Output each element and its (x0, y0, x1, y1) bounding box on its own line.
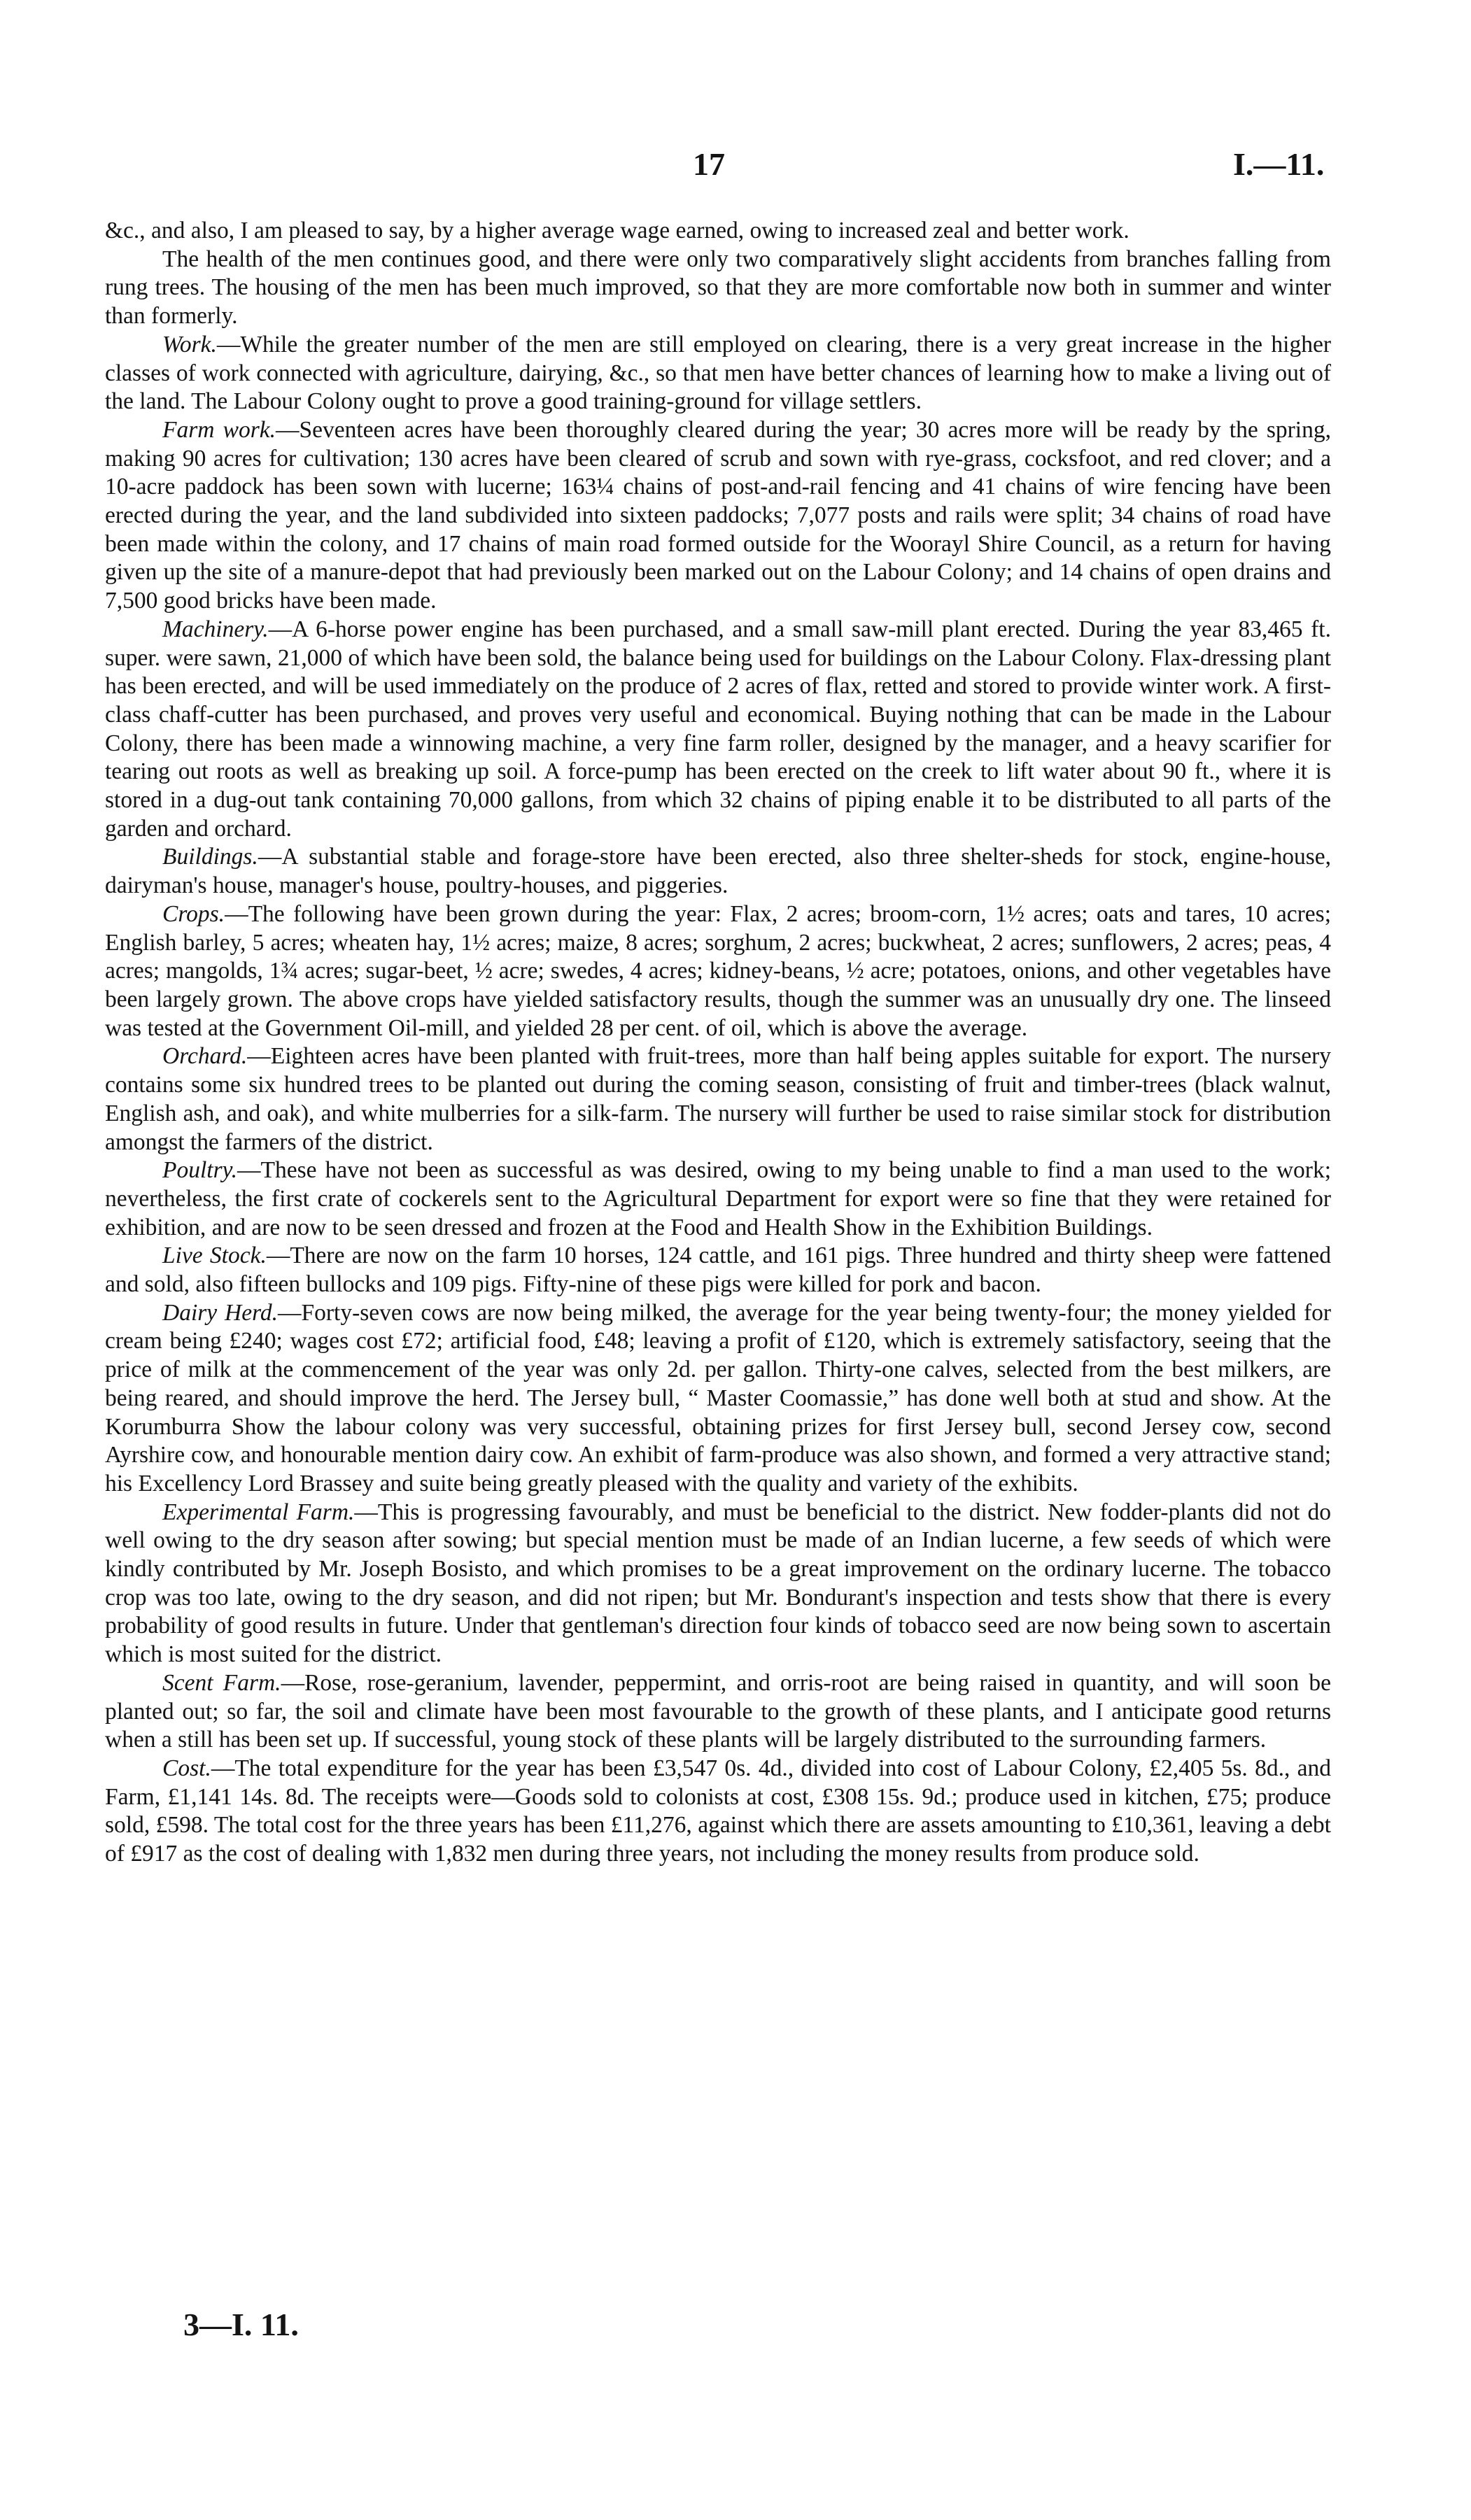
report-body (105, 217, 1331, 1869)
paragraph-text: &c., and also, I am pleased to say, by a higher average wage earned, owing to increased zeal and better work. (105, 218, 1129, 243)
paragraph (105, 331, 1331, 416)
page-reference: I.—11. (1233, 146, 1325, 182)
paragraph (105, 843, 1331, 900)
paragraph-heading: Buildings. (162, 844, 258, 870)
paragraph-text: —Eighteen acres have been planted with fruit-trees, more than half being apples suitable for export. The nursery contains some six hundred trees to be planted out during the coming season, consisting of fruit and timber-trees (black walnut, English ash, and oak), and white mulberries for a silk-farm. The nursery will further be used to raise similar stock for distribution amongst the farmers of the district. (105, 1043, 1331, 1155)
paragraph (105, 1242, 1331, 1298)
paragraph-text: —A substantial stable and forage-store have been erected, also three shelter-sheds for stock, engine-house, dairyman's house, manager's house, poultry-houses, and piggeries. (105, 844, 1331, 899)
paragraph (105, 1669, 1331, 1755)
paragraph (105, 1042, 1331, 1156)
paragraph (105, 616, 1331, 844)
paragraph-text: —This is progressing favourably, and must be beneficial to the district. New fodder-plants did not do well owing to the dry season after sowing; but special mention must be made of an Indian lucerne, a few seeds of which were kindly contributed by Mr. Joseph Bosisto, and which promises to be a great improvement on the ordinary lucerne. The tobacco crop was too late, owing to the dry season, and did not ripen; but Mr. Bondurant's inspection and tests show that there is every probability of good results in future. Under that gentleman's direction four kinds of tobacco seed are now being sown to ascertain which is most suited for the district. (105, 1499, 1331, 1668)
paragraph (105, 1299, 1331, 1499)
paragraph-heading: Live Stock. (162, 1243, 267, 1269)
paragraph-heading: Crops. (162, 900, 225, 927)
paragraph-text: —Seventeen acres have been thoroughly cleared during the year; 30 acres more will be ready by the spring, making 90 acres for cultivation; 130 acres have been cleared of scrub and sown with rye-grass, cocksfoot, and red clover; and a 10-acre paddock has been sown with lucerne; 163¼ chains of post-and-rail fencing and 41 chains of wire fencing have been erected during the year, and the land subdivided into sixteen paddocks; 7,077 posts and rails were split; 34 chains of road have been made within the colony, and 17 chains of main road formed outside for the Woorayl Shire Council, as a return for having given up the site of a manure-depot that had previously been marked out on the Labour Colony; and 14 chains of open drains and 7,500 good bricks have been made. (105, 416, 1331, 614)
paragraph-heading: Dairy Herd. (162, 1299, 279, 1326)
paragraph-text: —Rose, rose-geranium, lavender, peppermint, and orris-root are being raised in quantity, and will soon be planted out; so far, the soil and climate have been most favourable to the growth of these plants, and I anticipate good returns when a still has been set up. If successful, young stock of these plants will be largely distributed to the surrounding farmers. (105, 1669, 1331, 1753)
paragraph-heading: Scent Farm. (162, 1669, 281, 1696)
paragraph-text: —There are now on the farm 10 horses, 124 cattle, and 161 pigs. Three hundred and thirty sheep were fattened and sold, also fifteen bullocks and 109 pigs. Fifty-nine of these pigs were killed for pork and bacon. (105, 1243, 1331, 1298)
paragraph-heading: Experimental Farm. (162, 1499, 355, 1525)
paragraph-text: —While the greater number of the men are still employed on clearing, there is a very great increase in the higher classes of work connected with agriculture, dairying, &c., so that men have better chances of learning how to make a living out of the land. The Labour Colony ought to prove a good training-ground for village settlers. (105, 331, 1331, 415)
paragraph-text: —These have not been as successful as was desired, owing to my being unable to find a man used to the work; nevertheless, the first crate of cockerels sent to the Agricultural Department for export were so fine that they were retained for exhibition, and are now to be seen dressed and frozen at the Food and Health Show in the Exhibition Buildings. (105, 1157, 1331, 1240)
paragraph-text: —Forty-seven cows are now being milked, the average for the year being twenty-four; the money yielded for cream being £240; wages cost £72; artificial food, £48; leaving a profit of £120, which is extremely satisfactory, seeing that the price of milk at the commencement of the year was only 2d. per gallon. Thirty-one calves, selected from the best milkers, are being reared, and should improve the herd. The Jersey bull, “ Master Coomassie,” has done well both at stud and show. At the Korumburra Show the labour colony was very successful, obtaining prizes for first Jersey bull, second Jersey cow, second Ayrshire cow, and honourable mention dairy cow. An exhibit of farm-produce was also shown, and formed a very attractive stand; his Excellency Lord Brassey and suite being greatly pleased with the quality and variety of the exhibits. (105, 1299, 1332, 1496)
paragraph-heading: Machinery. (162, 616, 269, 642)
paragraph (105, 246, 1331, 331)
paragraph-heading: Work. (162, 331, 217, 358)
paragraph-text: —A 6-horse power engine has been purchased, and a small saw-mill plant erected. During the year 83,465 ft. super. were sawn, 21,000 of which have been sold, the balance being used for buildings on the Labour Colony. Flax-dressing plant has been erected, and will be used immediately on the produce of 2 acres of flax, retted and stored to provide winter work. A first-class chaff-cutter has been purchased, and proves very useful and economical. Buying nothing that can be made in the Labour Colony, there has been made a winnowing machine, a very fine farm roller, designed by the manager, and a heavy scarifier for tearing out roots as well as breaking up soil. A force-pump has been erected on the creek to lift water about 90 ft., where it is stored in a dug-out tank containing 70,000 gallons, from which 32 chains of piping enable it to be distributed to all parts of the garden and orchard. (105, 616, 1331, 842)
paragraph-text: —The following have been grown during the year: Flax, 2 acres; broom-corn, 1½ acres; oats and tares, 10 acres; English barley, 5 acres; wheaten hay, 1½ acres; maize, 8 acres; sorghum, 2 acres; buckwheat, 2 acres; sunflowers, 2 acres; peas, 4 acres; mangolds, 1¾ acres; sugar-beet, ½ acre; swedes, 4 acres; kidney-beans, ½ acre; potatoes, onions, and other vegetables have been largely grown. The above crops have yielded satisfactory results, though the summer was an unusually dry one. The linseed was tested at the Government Oil-mill, and yielded 28 per cent. of oil, which is above the average. (105, 900, 1331, 1041)
paragraph-heading: Cost. (162, 1755, 211, 1781)
paragraph (105, 1156, 1331, 1242)
paragraph-heading: Poultry. (162, 1157, 238, 1184)
paragraph-heading: Farm work. (162, 416, 276, 443)
paragraph-text: The health of the men continues good, and there were only two comparatively slight accidents from branches falling from rung trees. The housing of the men has been much improved, so that they are more comfortable now both in summer and winter than formerly. (105, 246, 1331, 330)
paragraph (105, 1755, 1331, 1869)
paragraph (105, 217, 1331, 246)
paragraph (105, 900, 1331, 1043)
signature-mark: 3—I. 11. (183, 2307, 299, 2342)
page-number: 17 (693, 146, 725, 182)
paragraph (105, 416, 1331, 616)
paragraph (105, 1499, 1331, 1669)
paragraph-heading: Orchard. (162, 1043, 248, 1070)
paragraph-text: —The total expenditure for the year has been £3,547 0s. 4d., divided into cost of Labour Colony, £2,405 5s. 8d., and Farm, £1,141 14s. 8d. The receipts were—Goods sold to colonists at cost, £308 15s. 9d.; produce used in kitchen, £75; produce sold, £598. The total cost for the three years has been £11,276, against which there are assets amounting to £10,361, leaving a debt of £917 as the cost of dealing with 1,832 men during three years, not including the money results from produce sold. (105, 1755, 1331, 1867)
